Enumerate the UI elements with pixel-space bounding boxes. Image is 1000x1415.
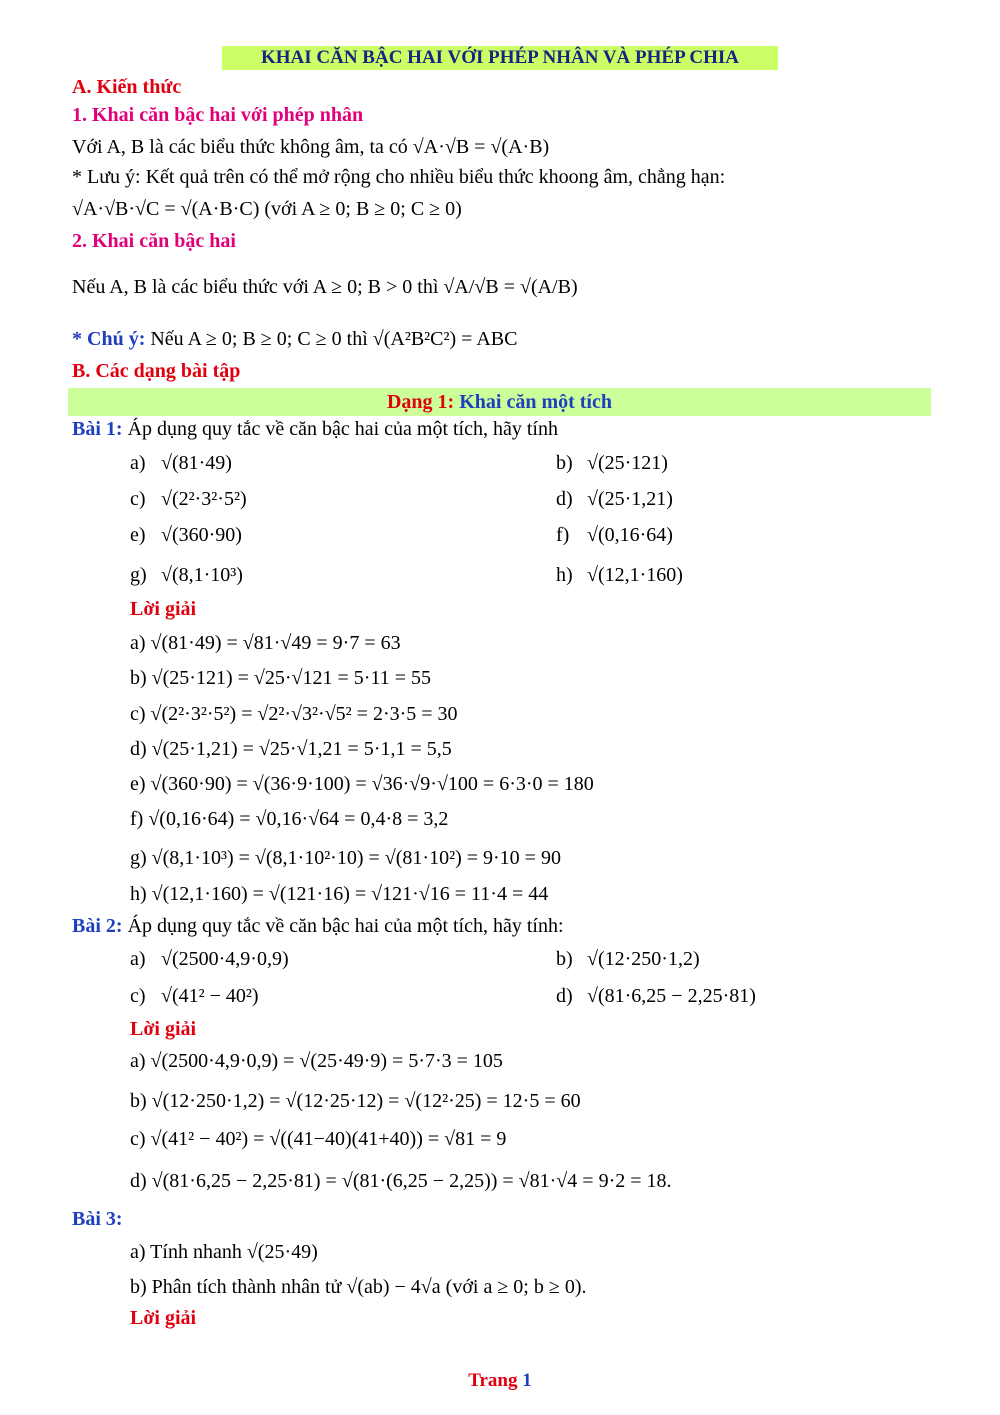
bai-1-solution-a: a) √(81·49) = √81·√49 = 9·7 = 63: [130, 632, 401, 654]
bai-1-item-f: f) √(0,16·64): [556, 524, 673, 546]
dang-1-label: Dạng 1:: [386, 391, 455, 413]
bai-1-item-c: c) √(2²·3²·5²): [130, 488, 247, 510]
note-label: * Chú ý:: [72, 328, 146, 350]
bai-2-item-a: a) √(2500·4,9·0,9): [130, 948, 289, 970]
loi-giai-1: Lời giải: [130, 598, 197, 620]
bai-1-solution-c: c) √(2²·3²·5²) = √2²·√3²·√5² = 2·3·5 = 30: [130, 703, 458, 725]
bai-2-solution-d: d) √(81·6,25 − 2,25·81) = √(81·(6,25 − 2,25)) = √81·√4 = 9·2 = 18.: [130, 1170, 672, 1192]
bai-1-solution-e: e) √(360·90) = √(36·9·100) = √36·√9·√100 = 6·3·0 = 180: [130, 773, 594, 795]
section-b-heading: B. Các dạng bài tập: [72, 360, 241, 382]
note-line: [72, 328, 517, 351]
bai-2-item-c: c) √(41² − 40²): [130, 985, 259, 1007]
heading-1: 1. Khai căn bậc hai với phép nhân: [72, 104, 364, 126]
bai-1-item-g: g) √(8,1·10³): [130, 564, 243, 586]
paragraph-4: Nếu A, B là các biểu thức với A ≥ 0; B > 0 thì √A/√B = √(A/B): [72, 276, 578, 298]
bai-1-solution-d: d) √(25·1,21) = √25·√1,21 = 5·1,1 = 5,5: [130, 738, 452, 760]
note-text: Nếu A ≥ 0; B ≥ 0; C ≥ 0 thì √(A²B²C²) = ABC: [150, 328, 518, 350]
bai-1-item-d: d) √(25·1,21): [556, 488, 673, 510]
paragraph-1: Với A, B là các biểu thức không âm, ta có √A·√B = √(A·B): [72, 136, 550, 158]
footer-label: Trang: [468, 1370, 518, 1391]
bai-2-item-d: d) √(81·6,25 − 2,25·81): [556, 985, 756, 1007]
bai-1-item-b: b) √(25·121): [556, 452, 668, 474]
section-a-heading: A. Kiến thức: [72, 76, 182, 98]
loi-giai-3: Lời giải: [130, 1307, 197, 1329]
bai-2-line: [72, 915, 564, 938]
bai-1-item-e: e) √(360·90): [130, 524, 242, 546]
bai-2-solution-a: a) √(2500·4,9·0,9) = √(25·49·9) = 5·7·3 = 105: [130, 1050, 503, 1072]
bai-3-part-b: b) Phân tích thành nhân tử √(ab) − 4√a (với a ≥ 0; b ≥ 0).: [130, 1276, 587, 1298]
bai-1-solution-h: h) √(12,1·160) = √(121·16) = √121·√16 = 11·4 = 44: [130, 883, 549, 905]
paragraph-3: √A·√B·√C = √(A·B·C) (với A ≥ 0; B ≥ 0; C ≥ 0): [72, 198, 462, 220]
bai-2-text: Áp dụng quy tắc về căn bậc hai của một tích, hãy tính:: [127, 915, 564, 937]
bai-2-item-b: b) √(12·250·1,2): [556, 948, 700, 970]
bai-3-part-a: a) Tính nhanh √(25·49): [130, 1241, 318, 1263]
bai-1-item-a: a) √(81·49): [130, 452, 232, 474]
bai-1-solution-b: b) √(25·121) = √25·√121 = 5·11 = 55: [130, 667, 431, 689]
page-footer: [0, 1370, 1000, 1392]
bai-1-text: Áp dụng quy tắc về căn bậc hai của một tích, hãy tính: [127, 418, 558, 440]
heading-2: 2. Khai căn bậc hai: [72, 230, 236, 252]
bai-2-solution-b: b) √(12·250·1,2) = √(12·25·12) = √(12²·25) = 12·5 = 60: [130, 1090, 581, 1112]
bai-2-solution-c: c) √(41² − 40²) = √((41−40)(41+40)) = √81 = 9: [130, 1128, 507, 1150]
bai-1-line: [72, 418, 558, 441]
footer-page-number: 1: [522, 1370, 532, 1391]
bai-2-label: Bài 2:: [72, 915, 123, 937]
loi-giai-2: Lời giải: [130, 1018, 197, 1040]
dang-1-band: [68, 388, 931, 416]
bai-1-item-h: h) √(12,1·160): [556, 564, 683, 586]
dang-1-title: Khai căn một tích: [459, 391, 612, 413]
bai-1-solution-f: f) √(0,16·64) = √0,16·√64 = 0,4·8 = 3,2: [130, 808, 449, 830]
page-title: KHAI CĂN BẬC HAI VỚI PHÉP NHÂN VÀ PHÉP CHIA: [222, 46, 778, 70]
bai-3-label: Bài 3:: [72, 1208, 123, 1230]
bai-1-label: Bài 1:: [72, 418, 123, 440]
paragraph-2: * Lưu ý: Kết quả trên có thể mở rộng cho nhiều biểu thức khoong âm, chẳng hạn:: [72, 166, 726, 188]
bai-1-solution-g: g) √(8,1·10³) = √(8,1·10²·10) = √(81·10²) = 9·10 = 90: [130, 847, 561, 869]
